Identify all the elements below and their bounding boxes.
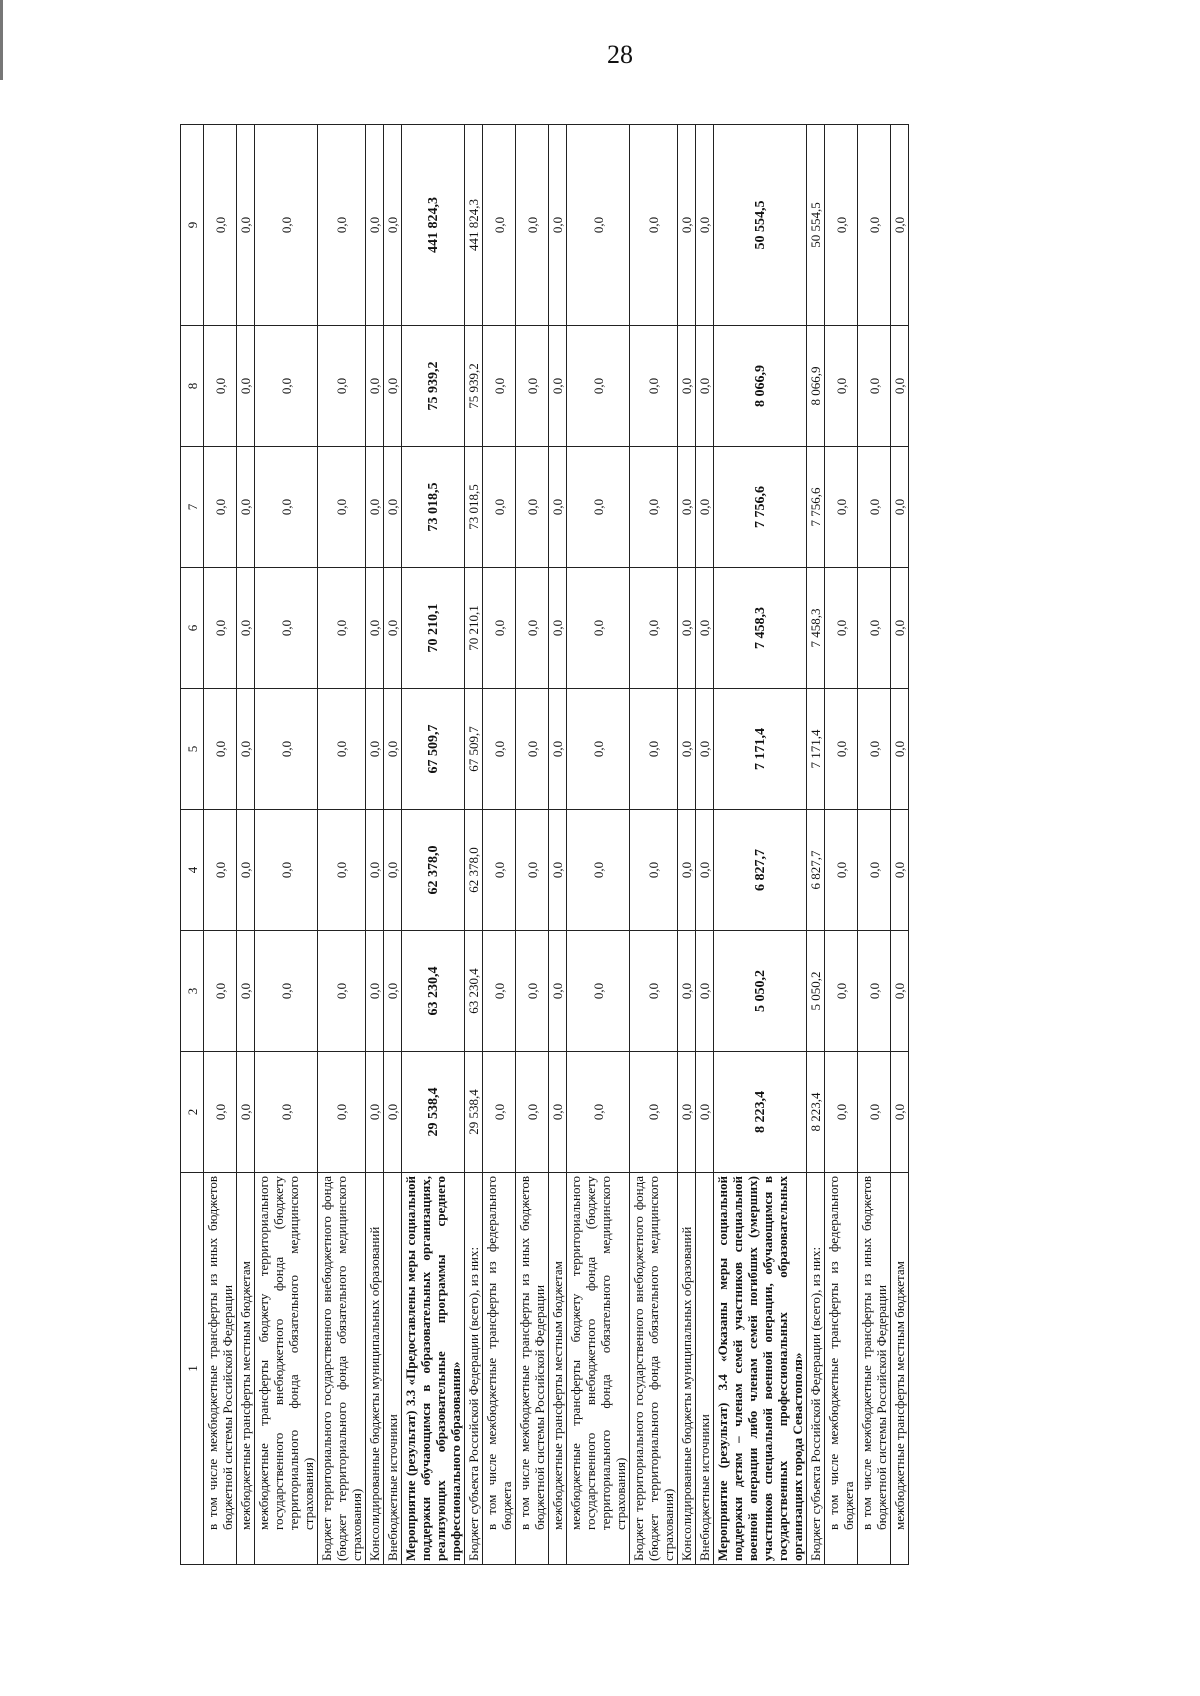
value-cell: 0,0: [204, 1052, 237, 1173]
value-cell: 0,0: [516, 568, 549, 689]
value-cell: 0,0: [549, 931, 567, 1052]
value-cell: 0,0: [891, 326, 909, 447]
value-cell: 0,0: [678, 689, 696, 810]
value-cell: 0,0: [318, 689, 366, 810]
value-cell: 0,0: [237, 1052, 255, 1173]
value-cell: 0,0: [237, 447, 255, 568]
table-row: [465, 125, 483, 1565]
table-row: [549, 125, 567, 1565]
value-cell: 0,0: [630, 931, 678, 1052]
value-cell: 75 939,2: [402, 326, 465, 447]
value-cell: 0,0: [567, 447, 630, 568]
table-row: [204, 125, 237, 1565]
value-cell: 0,0: [549, 689, 567, 810]
column-header: 8: [181, 326, 204, 447]
value-cell: 0,0: [237, 931, 255, 1052]
column-header: 5: [181, 689, 204, 810]
row-label: в том числе межбюджетные трансферты из иных бюджетов бюджетной системы Российской Федерации: [204, 1173, 237, 1565]
table-row: [366, 125, 384, 1565]
table-row: [567, 125, 630, 1565]
value-cell: 0,0: [825, 931, 858, 1052]
column-header: 1: [181, 1173, 204, 1565]
value-cell: 0,0: [237, 689, 255, 810]
value-cell: 0,0: [483, 326, 516, 447]
value-cell: 0,0: [237, 125, 255, 326]
value-cell: 0,0: [630, 689, 678, 810]
row-label: Консолидированные бюджеты муниципальных образований: [678, 1173, 696, 1565]
row-label: Консолидированные бюджеты муниципальных образований: [366, 1173, 384, 1565]
value-cell: 441 824,3: [465, 125, 483, 326]
value-cell: 0,0: [204, 125, 237, 326]
value-cell: 0,0: [204, 568, 237, 689]
value-cell: 0,0: [858, 689, 891, 810]
value-cell: 0,0: [891, 810, 909, 931]
value-cell: 0,0: [630, 568, 678, 689]
table-row: [678, 125, 696, 1565]
value-cell: 0,0: [384, 689, 402, 810]
column-header: 7: [181, 447, 204, 568]
value-cell: 7 756,6: [807, 447, 825, 568]
table-row: [630, 125, 678, 1565]
value-cell: 0,0: [366, 689, 384, 810]
value-cell: 8 223,4: [714, 1052, 807, 1173]
table-row: [318, 125, 366, 1565]
value-cell: 0,0: [516, 689, 549, 810]
column-header: 9: [181, 125, 204, 326]
value-cell: 0,0: [696, 810, 714, 931]
value-cell: 0,0: [891, 689, 909, 810]
value-cell: 0,0: [567, 125, 630, 326]
value-cell: 0,0: [318, 810, 366, 931]
value-cell: 0,0: [549, 125, 567, 326]
value-cell: 0,0: [678, 447, 696, 568]
value-cell: 0,0: [858, 326, 891, 447]
value-cell: 0,0: [858, 810, 891, 931]
value-cell: 0,0: [891, 568, 909, 689]
row-label: Бюджет территориального государственного внебюджетного фонда (бюджет территориального фонда обязательного медицинского страхования): [318, 1173, 366, 1565]
value-cell: 0,0: [678, 810, 696, 931]
value-cell: 0,0: [549, 810, 567, 931]
table-row: [807, 125, 825, 1565]
value-cell: 0,0: [630, 326, 678, 447]
value-cell: 5 050,2: [807, 931, 825, 1052]
value-cell: 67 509,7: [402, 689, 465, 810]
value-cell: 0,0: [858, 447, 891, 568]
value-cell: 29 538,4: [465, 1052, 483, 1173]
value-cell: 0,0: [384, 568, 402, 689]
value-cell: 0,0: [825, 810, 858, 931]
value-cell: 0,0: [483, 689, 516, 810]
value-cell: 0,0: [384, 125, 402, 326]
value-cell: 70 210,1: [402, 568, 465, 689]
table-row: [384, 125, 402, 1565]
value-cell: 0,0: [516, 931, 549, 1052]
value-cell: 0,0: [204, 326, 237, 447]
value-cell: 0,0: [204, 931, 237, 1052]
value-cell: 0,0: [567, 326, 630, 447]
value-cell: 0,0: [891, 125, 909, 326]
table-row: [714, 125, 807, 1565]
table-body: [204, 125, 909, 1565]
value-cell: 7 458,3: [807, 568, 825, 689]
value-cell: 0,0: [825, 568, 858, 689]
value-cell: 5 050,2: [714, 931, 807, 1052]
scan-edge-mark: [0, 0, 3, 80]
value-cell: 0,0: [516, 447, 549, 568]
value-cell: 0,0: [630, 447, 678, 568]
value-cell: 0,0: [483, 568, 516, 689]
row-label: Бюджет субъекта Российской Федерации (всего), из них:: [807, 1173, 825, 1565]
row-label: межбюджетные трансферты местным бюджетам: [891, 1173, 909, 1565]
value-cell: 0,0: [567, 1052, 630, 1173]
column-header: 3: [181, 931, 204, 1052]
value-cell: 0,0: [825, 326, 858, 447]
value-cell: 0,0: [237, 326, 255, 447]
value-cell: 6 827,7: [807, 810, 825, 931]
value-cell: 0,0: [630, 125, 678, 326]
value-cell: 0,0: [858, 125, 891, 326]
budget-table: [180, 124, 909, 1565]
value-cell: 0,0: [825, 125, 858, 326]
value-cell: 0,0: [255, 568, 318, 689]
value-cell: 6 827,7: [714, 810, 807, 931]
row-label: межбюджетные трансферты бюджету территориального государственного внебюджетного фонда (бюджету территориального фонда обязательного медицинского страхования): [567, 1173, 630, 1565]
row-label: в том числе межбюджетные трансферты из федерального бюджета: [483, 1173, 516, 1565]
value-cell: 0,0: [384, 326, 402, 447]
value-cell: 0,0: [549, 568, 567, 689]
value-cell: 0,0: [516, 1052, 549, 1173]
row-label: в том числе межбюджетные трансферты из федерального бюджета: [825, 1173, 858, 1565]
value-cell: 0,0: [516, 326, 549, 447]
value-cell: 0,0: [483, 447, 516, 568]
value-cell: 0,0: [366, 931, 384, 1052]
row-label: межбюджетные трансферты бюджету территориального государственного внебюджетного фонда (бюджету территориального фонда обязательного медицинского страхования): [255, 1173, 318, 1565]
value-cell: 0,0: [318, 326, 366, 447]
value-cell: 0,0: [696, 689, 714, 810]
value-cell: 0,0: [384, 810, 402, 931]
value-cell: 50 554,5: [714, 125, 807, 326]
value-cell: 0,0: [255, 689, 318, 810]
row-label: Мероприятие (результат) 3.3 «Предоставлены меры социальной поддержки обучающимся в образовательных организациях, реализующих образовательные программы среднего профессионального образования»: [402, 1173, 465, 1565]
column-header: 2: [181, 1052, 204, 1173]
value-cell: 0,0: [366, 568, 384, 689]
value-cell: 0,0: [255, 125, 318, 326]
value-cell: 73 018,5: [402, 447, 465, 568]
value-cell: 0,0: [696, 125, 714, 326]
value-cell: 441 824,3: [402, 125, 465, 326]
value-cell: 7 458,3: [714, 568, 807, 689]
value-cell: 0,0: [318, 447, 366, 568]
value-cell: 62 378,0: [402, 810, 465, 931]
value-cell: 0,0: [891, 1052, 909, 1173]
value-cell: 0,0: [483, 810, 516, 931]
value-cell: 0,0: [567, 931, 630, 1052]
row-label: Внебюджетные источники: [696, 1173, 714, 1565]
value-cell: 0,0: [483, 1052, 516, 1173]
row-label: в том числе межбюджетные трансферты из иных бюджетов бюджетной системы Российской Федерации: [858, 1173, 891, 1565]
header-row: [181, 125, 204, 1565]
value-cell: 0,0: [366, 447, 384, 568]
value-cell: 0,0: [237, 810, 255, 931]
value-cell: 0,0: [483, 125, 516, 326]
table-row: [237, 125, 255, 1565]
value-cell: 0,0: [255, 810, 318, 931]
value-cell: 7 171,4: [714, 689, 807, 810]
value-cell: 0,0: [696, 568, 714, 689]
table-row: [696, 125, 714, 1565]
value-cell: 0,0: [204, 689, 237, 810]
value-cell: 0,0: [255, 447, 318, 568]
value-cell: 0,0: [318, 125, 366, 326]
row-label: в том числе межбюджетные трансферты из иных бюджетов бюджетной системы Российской Федерации: [516, 1173, 549, 1565]
value-cell: 0,0: [384, 1052, 402, 1173]
value-cell: 73 018,5: [465, 447, 483, 568]
value-cell: 0,0: [567, 568, 630, 689]
value-cell: 0,0: [318, 568, 366, 689]
row-label: Бюджет субъекта Российской Федерации (всего), из них:: [465, 1173, 483, 1565]
value-cell: 0,0: [858, 568, 891, 689]
value-cell: 0,0: [366, 125, 384, 326]
row-label: Мероприятие (результат) 3.4 «Оказаны меры социальной поддержки детям – членам семей участников специальной военной операции либо членам семей погибших (умерших) участников специальной военной операции, обучающимся в государственных профессиональных образовательных организациях города Севастополя»: [714, 1173, 807, 1565]
table-row: [825, 125, 858, 1565]
value-cell: 0,0: [696, 326, 714, 447]
value-cell: 70 210,1: [465, 568, 483, 689]
value-cell: 0,0: [825, 689, 858, 810]
value-cell: 0,0: [384, 931, 402, 1052]
value-cell: 0,0: [567, 689, 630, 810]
table-row: [516, 125, 549, 1565]
value-cell: 0,0: [549, 1052, 567, 1173]
value-cell: 0,0: [567, 810, 630, 931]
table-row: [483, 125, 516, 1565]
column-header: 6: [181, 568, 204, 689]
value-cell: 63 230,4: [402, 931, 465, 1052]
value-cell: 0,0: [366, 326, 384, 447]
value-cell: 0,0: [891, 931, 909, 1052]
value-cell: 0,0: [825, 447, 858, 568]
table-row: [402, 125, 465, 1565]
value-cell: 0,0: [255, 931, 318, 1052]
value-cell: 0,0: [237, 568, 255, 689]
value-cell: 0,0: [255, 1052, 318, 1173]
value-cell: 0,0: [483, 931, 516, 1052]
value-cell: 0,0: [384, 447, 402, 568]
value-cell: 0,0: [696, 931, 714, 1052]
value-cell: 0,0: [678, 125, 696, 326]
table-row: [255, 125, 318, 1565]
value-cell: 0,0: [630, 1052, 678, 1173]
value-cell: 0,0: [678, 568, 696, 689]
value-cell: 75 939,2: [465, 326, 483, 447]
value-cell: 0,0: [696, 447, 714, 568]
value-cell: 0,0: [204, 447, 237, 568]
value-cell: 0,0: [858, 931, 891, 1052]
value-cell: 8 066,9: [714, 326, 807, 447]
value-cell: 0,0: [678, 931, 696, 1052]
table-row: [858, 125, 891, 1565]
value-cell: 0,0: [678, 1052, 696, 1173]
value-cell: 0,0: [678, 326, 696, 447]
value-cell: 62 378,0: [465, 810, 483, 931]
value-cell: 0,0: [516, 125, 549, 326]
value-cell: 63 230,4: [465, 931, 483, 1052]
row-label: межбюджетные трансферты местным бюджетам: [237, 1173, 255, 1565]
value-cell: 7 171,4: [807, 689, 825, 810]
value-cell: 0,0: [891, 447, 909, 568]
value-cell: 0,0: [204, 810, 237, 931]
row-label: Бюджет территориального государственного внебюджетного фонда (бюджет территориального фонда обязательного медицинского страхования): [630, 1173, 678, 1565]
value-cell: 7 756,6: [714, 447, 807, 568]
value-cell: 0,0: [630, 810, 678, 931]
row-label: Внебюджетные источники: [384, 1173, 402, 1565]
rotated-table-container: [180, 125, 1144, 1565]
value-cell: 8 066,9: [807, 326, 825, 447]
value-cell: 0,0: [318, 1052, 366, 1173]
value-cell: 0,0: [318, 931, 366, 1052]
value-cell: 0,0: [255, 326, 318, 447]
column-header: 4: [181, 810, 204, 931]
value-cell: 0,0: [366, 1052, 384, 1173]
page-number: 28: [607, 40, 633, 69]
value-cell: 0,0: [696, 1052, 714, 1173]
table-row: [891, 125, 909, 1565]
value-cell: 0,0: [366, 810, 384, 931]
value-cell: 0,0: [825, 1052, 858, 1173]
value-cell: 29 538,4: [402, 1052, 465, 1173]
value-cell: 67 509,7: [465, 689, 483, 810]
value-cell: 0,0: [516, 810, 549, 931]
value-cell: 0,0: [549, 326, 567, 447]
row-label: межбюджетные трансферты местным бюджетам: [549, 1173, 567, 1565]
value-cell: 0,0: [858, 1052, 891, 1173]
value-cell: 0,0: [549, 447, 567, 568]
value-cell: 50 554,5: [807, 125, 825, 326]
value-cell: 8 223,4: [807, 1052, 825, 1173]
